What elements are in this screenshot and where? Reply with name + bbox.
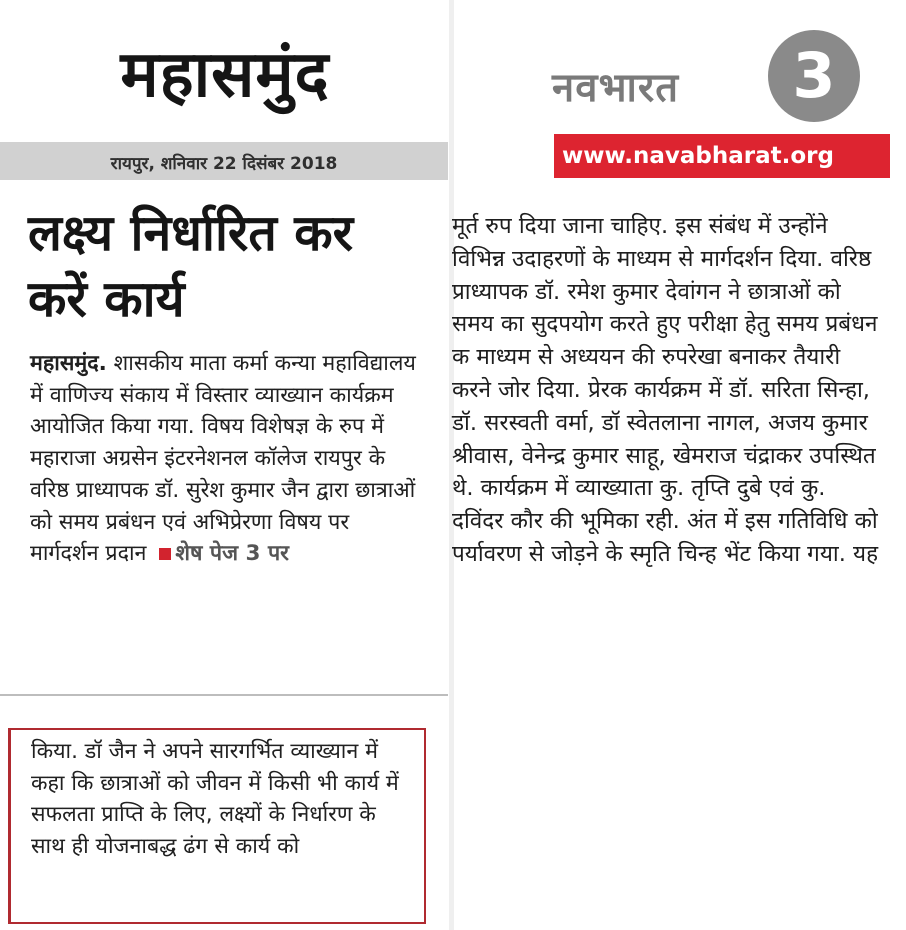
continuation-box xyxy=(8,728,426,924)
article-lead-text: शासकीय माता कर्मा कन्या महाविद्यालय में वाणिज्य संकाय में विस्तार व्याख्यान कार्यक्रम आयोजित किया गया. विषय विशेषज्ञ के रुप में महाराजा अग्रसेन इंटरनेशनल कॉलेज रायपुर के वरिष्ठ प्राध्यापक डॉ. सुरेश कुमार जैन द्वारा छात्राओं को समय प्रबंधन एवं अभिप्रेरणा विषय पर मार्गदर्शन प्रदान xyxy=(30,351,416,567)
page-number-badge: 3 xyxy=(768,30,860,122)
section-divider xyxy=(0,694,448,696)
jump-marker-icon xyxy=(159,548,171,560)
article-dateline: महासमुंद. xyxy=(30,351,107,376)
website-url: www.navabharat.org xyxy=(562,143,834,169)
continued-on-label: शेष पेज 3 पर xyxy=(175,541,289,567)
continuation-text: किया. डॉ जैन ने अपने सारगर्भित व्याख्यान में कहा कि छात्राओं को जीवन में किसी भी कार्य में सफलता प्राप्ति के लिए, लक्ष्यों के निर्धारण के साथ ही योजनाबद्ध ढंग से कार्य को xyxy=(31,739,399,859)
dateline-text: रायपुर, शनिवार 22 दिसंबर 2018 xyxy=(110,154,338,174)
article-headline: लक्ष्य निर्धारित कर करें कार्य xyxy=(28,204,354,328)
section-title: महासमुंद xyxy=(120,38,330,112)
newspaper-name: नवभारत xyxy=(552,65,680,111)
article-right-column: मूर्त रुप दिया जाना चाहिए. इस संबंध में उन्होंने विभिन्न उदाहरणों के माध्यम से मार्गदर्शन दिया. वरिष्ठ प्राध्यापक डॉ. रमेश कुमार देवांगन ने छात्राओं को समय का सुदपयोग करते हुए परीक्षा हेतु समय प्रबंधन क माध्यम से अध्ययन की रुपरेखा बनाकर तैयारी करने जोर दिया. प्रेरक कार्यक्रम में डॉ. सरिता सिन्हा, डॉ. सरस्वती वर्मा, डॉ स्वेतलाना नागल, अजय कुमार श्रीवास, वेनेन्द्र कुमार साहू, खेमराज चंद्राकर उपस्थित थे. कार्यक्रम में व्याख्याता कु. तृप्ति दुबे एवं कु. दविंदर कौर की भूमिका रही. अंत में इस गतिविधि को पर्यावरण से जोड़ने के स्मृति चिन्ह भेंट किया गया. यह xyxy=(452,213,879,567)
article-lead xyxy=(30,348,422,570)
